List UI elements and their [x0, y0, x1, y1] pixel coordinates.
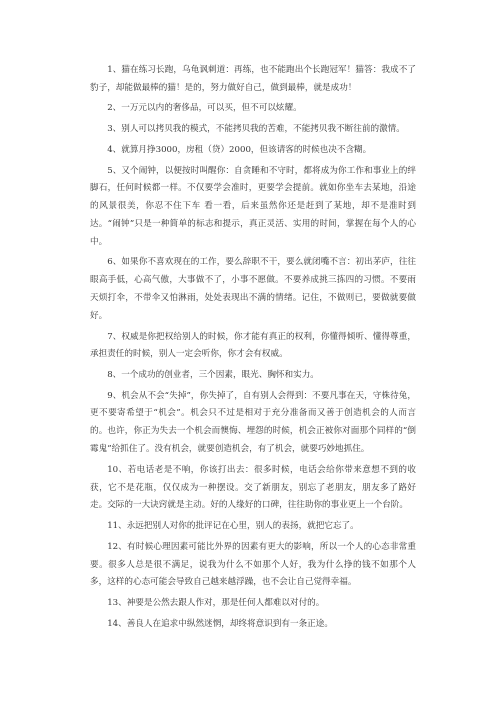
paragraph-7: 7、权威是你把权给别人的时候，你才能有真正的权利，你懂得倾听、懂得尊重，承担责任的时候，别人一定会听你，你才会有权威。 — [90, 331, 416, 360]
paragraph-1: 1、猫在练习长跑，乌龟讽刺道：再练，也不能跑出个长跑冠军！猫答：我成不了豹子，却能做最棒的猫！是的，努力做好自己，做到最棒，就是成功！ — [90, 65, 416, 93]
paragraph-5: 5、又个闹钟，以便按时叫醒你：自贪睡和不守时，都将成为你工作和事业上的绊脚石，任何时候都一样。不仅要学会准时，更要学会提前。就如你坐车去某地，沿途的风景很美，你忍不住下车 看一看，后来虽然你还是赶到了某地，却不是准时到达。“闹钟”只是一种简单的标志和提示，真正灵活、实用的时间，掌握在每个人的心中。 — [90, 165, 416, 247]
paragraph-10: 10、若电话老是不响，你该打出去：很多时候，电话会给你带来意想不到的收获，它不是花瓶，仅仅成为一种摆设。交了新朋友，别忘了老朋友，朋友多了路好走。交际的一大诀窍就是主动。好的人缘好的口碑，往往助你的事业更上一个台阶。 — [90, 464, 416, 511]
paragraph-13: 13、神要是公然去跟人作对，那是任何人都难以对付的。 — [107, 598, 325, 608]
paragraph-4: 4、就算月挣3000，房租（贷）2000，但该请客的时候也决不含糊。 — [107, 144, 372, 155]
paragraph-9: 9、机会从不会“失掉”，你失掉了，自有别人会得到：不要凡事在天，守株待兔，更不要寄希望于“机会”。机会只不过是相对于充分准备而又善于创造机会的人而言的。也许，你正为失去一个机会而懊悔、埋怨的时候，机会正被你对面那个同样的“倒霉鬼”给抓住了。没有机会，就要创造机会，有了机会，就要巧妙地抓住。 — [90, 390, 416, 455]
paragraph-2: 2、一万元以内的奢侈品，可以买，但不可以炫耀。 — [107, 103, 302, 114]
document-page — [90, 62, 416, 636]
paragraph-6: 6、如果你不喜欢现在的工作，要么辞职不干，要么就闭嘴不言：初出茅庐，往往眼高手低，心高气傲，大事做不了，小事不愿做。不要养成挑三拣四的习惯。不要雨天烦打伞，不带伞又怕淋雨，处处表现出不满的情绪。记住，不做则已，要做就要做好。 — [90, 257, 416, 321]
paragraph-12: 12、有时候心理因素可能比外界的因素有更大的影响，所以一个人的心态非常重要。很多人总是很不满足，说我为什么不如那个人好，我为什么挣的钱不如那个人多，这样的心态可能会导致自己越来越浮躁，也不会让自己觉得幸福。 — [90, 541, 416, 588]
paragraph-11: 11、永远把别人对你的批评记在心里，别人的表扬，就把它忘了。 — [107, 521, 359, 532]
paragraph-3: 3、别人可以拷贝我的模式，不能拷贝我的苦难，不能拷贝我不断往前的激情。 — [107, 124, 405, 135]
paragraph-14: 14、善良人在追求中纵然迷惘，却终将意识到有一条正途。 — [107, 618, 333, 629]
paragraph-8: 8、一个成功的创业者，三个因素，眼光、胸怀和实力。 — [107, 369, 319, 380]
